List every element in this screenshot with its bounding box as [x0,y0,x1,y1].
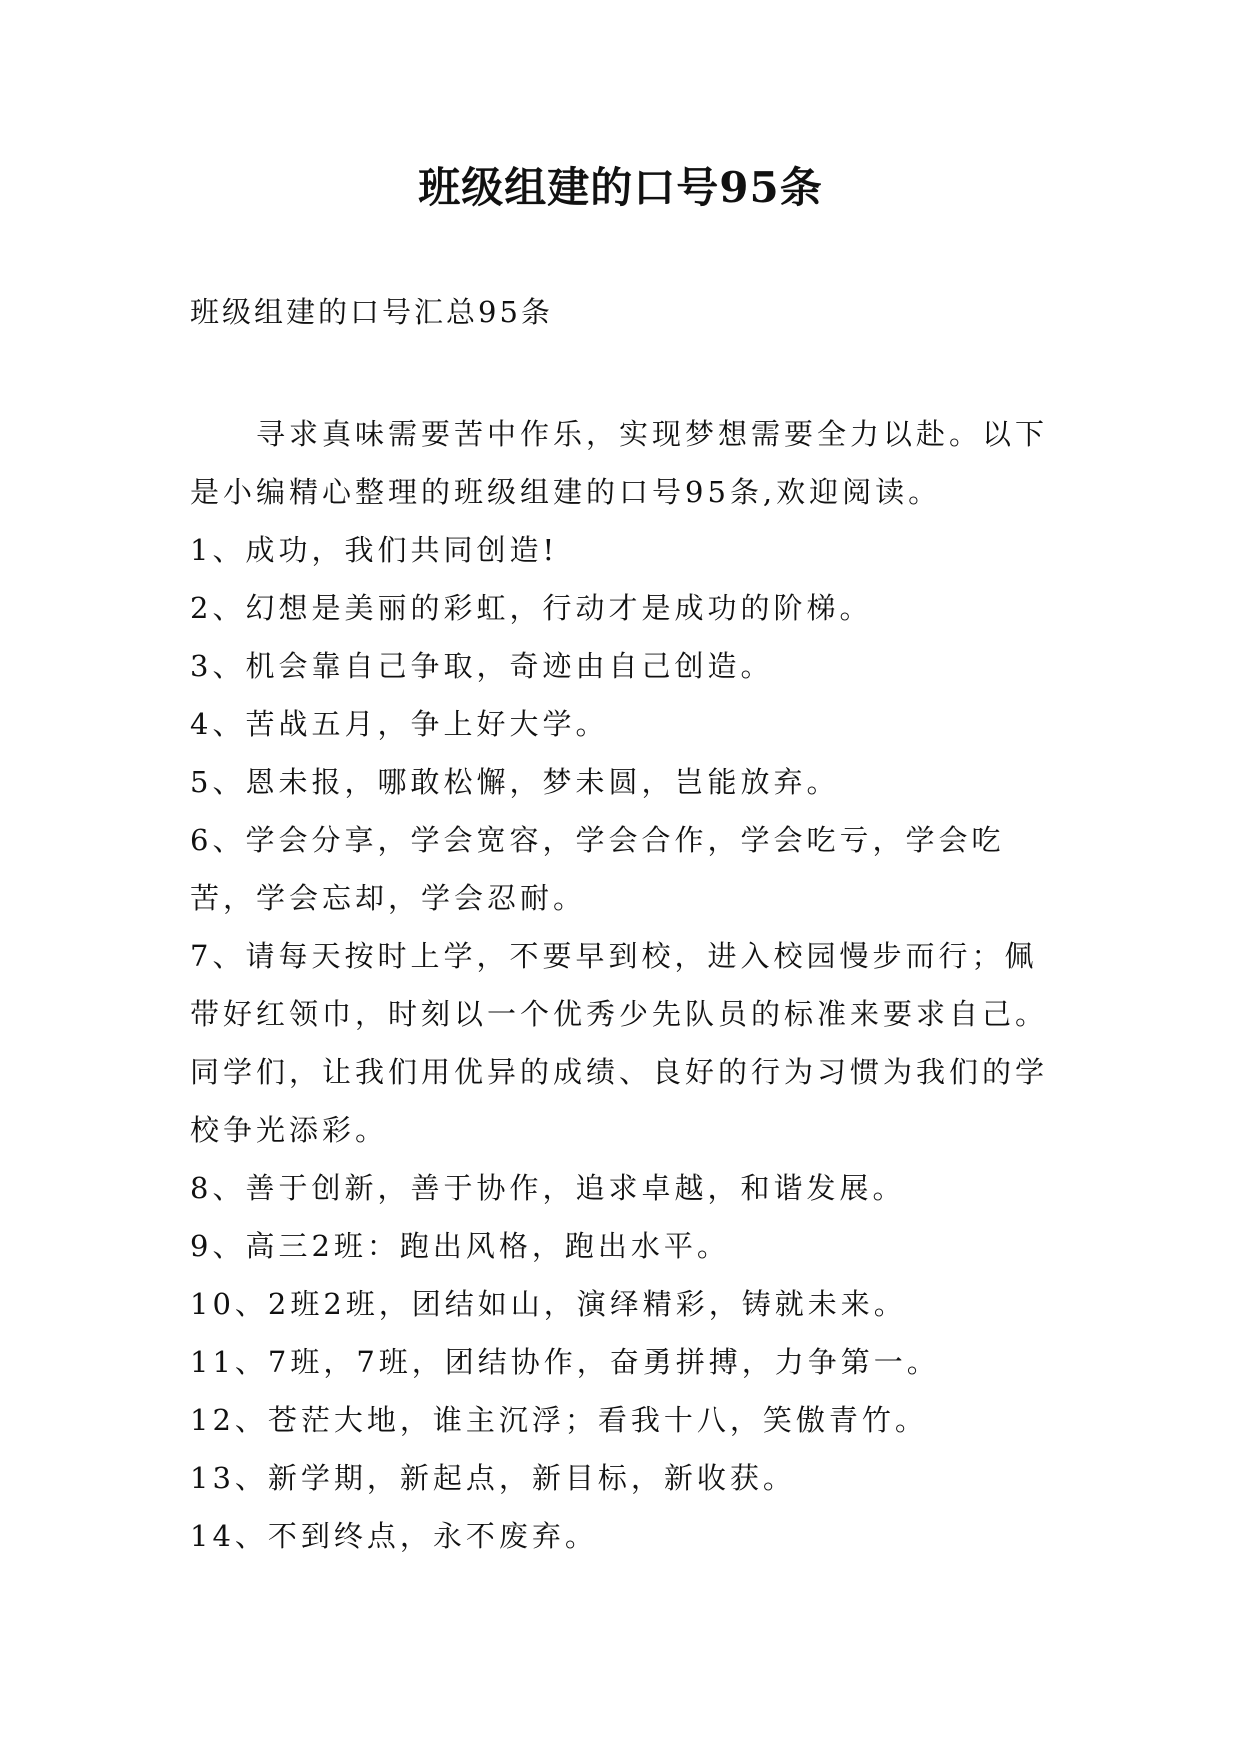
intro-paragraph: 寻求真味需要苦中作乐，实现梦想需要全力以赴。以下是小编精心整理的班级组建的口号95条,欢迎阅读。 [190,417,1049,509]
slogan-item-12: 12、苍茫大地，谁主沉浮；看我十八，笑傲青竹。 [190,1403,928,1437]
slogan-item-13: 13、新学期，新起点，新目标，新收获。 [190,1461,796,1495]
slogan-item-14: 14、不到终点，永不废弃。 [190,1519,598,1553]
slogan-item-3: 3、机会靠自己争取，奇迹由自己创造。 [190,649,774,683]
slogan-item-2: 2、幻想是美丽的彩虹，行动才是成功的阶梯。 [190,591,873,625]
document-subtitle: 班级组建的口号汇总95条 [190,295,553,329]
slogan-item-5: 5、恩未报，哪敢松懈，梦未圆，岂能放弃。 [190,765,840,799]
slogan-item-10: 10、2班2班，团结如山，演绎精彩，铸就未来。 [190,1287,907,1321]
slogan-item-4: 4、苦战五月，争上好大学。 [190,707,609,741]
document-title: 班级组建的口号95条 [418,163,823,212]
slogan-item-7: 7、请每天按时上学，不要早到校，进入校园慢步而行；佩带好红领巾，时刻以一个优秀少先队员的标准来要求自己。同学们，让我们用优异的成绩、良好的行为习惯为我们的学校争光添彩。 [190,939,1049,1147]
slogan-item-1: 1、成功，我们共同创造! [190,533,559,567]
slogan-item-11: 11、7班，7班，团结协作，奋勇拼搏，力争第一。 [190,1345,940,1379]
slogan-item-9: 9、高三2班：跑出风格，跑出水平。 [190,1229,730,1263]
slogan-item-8: 8、善于创新，善于协作，追求卓越，和谐发展。 [190,1171,906,1205]
slogan-item-6: 6、学会分享，学会宽容，学会合作，学会吃亏，学会吃苦，学会忘却，学会忍耐。 [190,823,1005,915]
document-body [190,405,1070,1565]
